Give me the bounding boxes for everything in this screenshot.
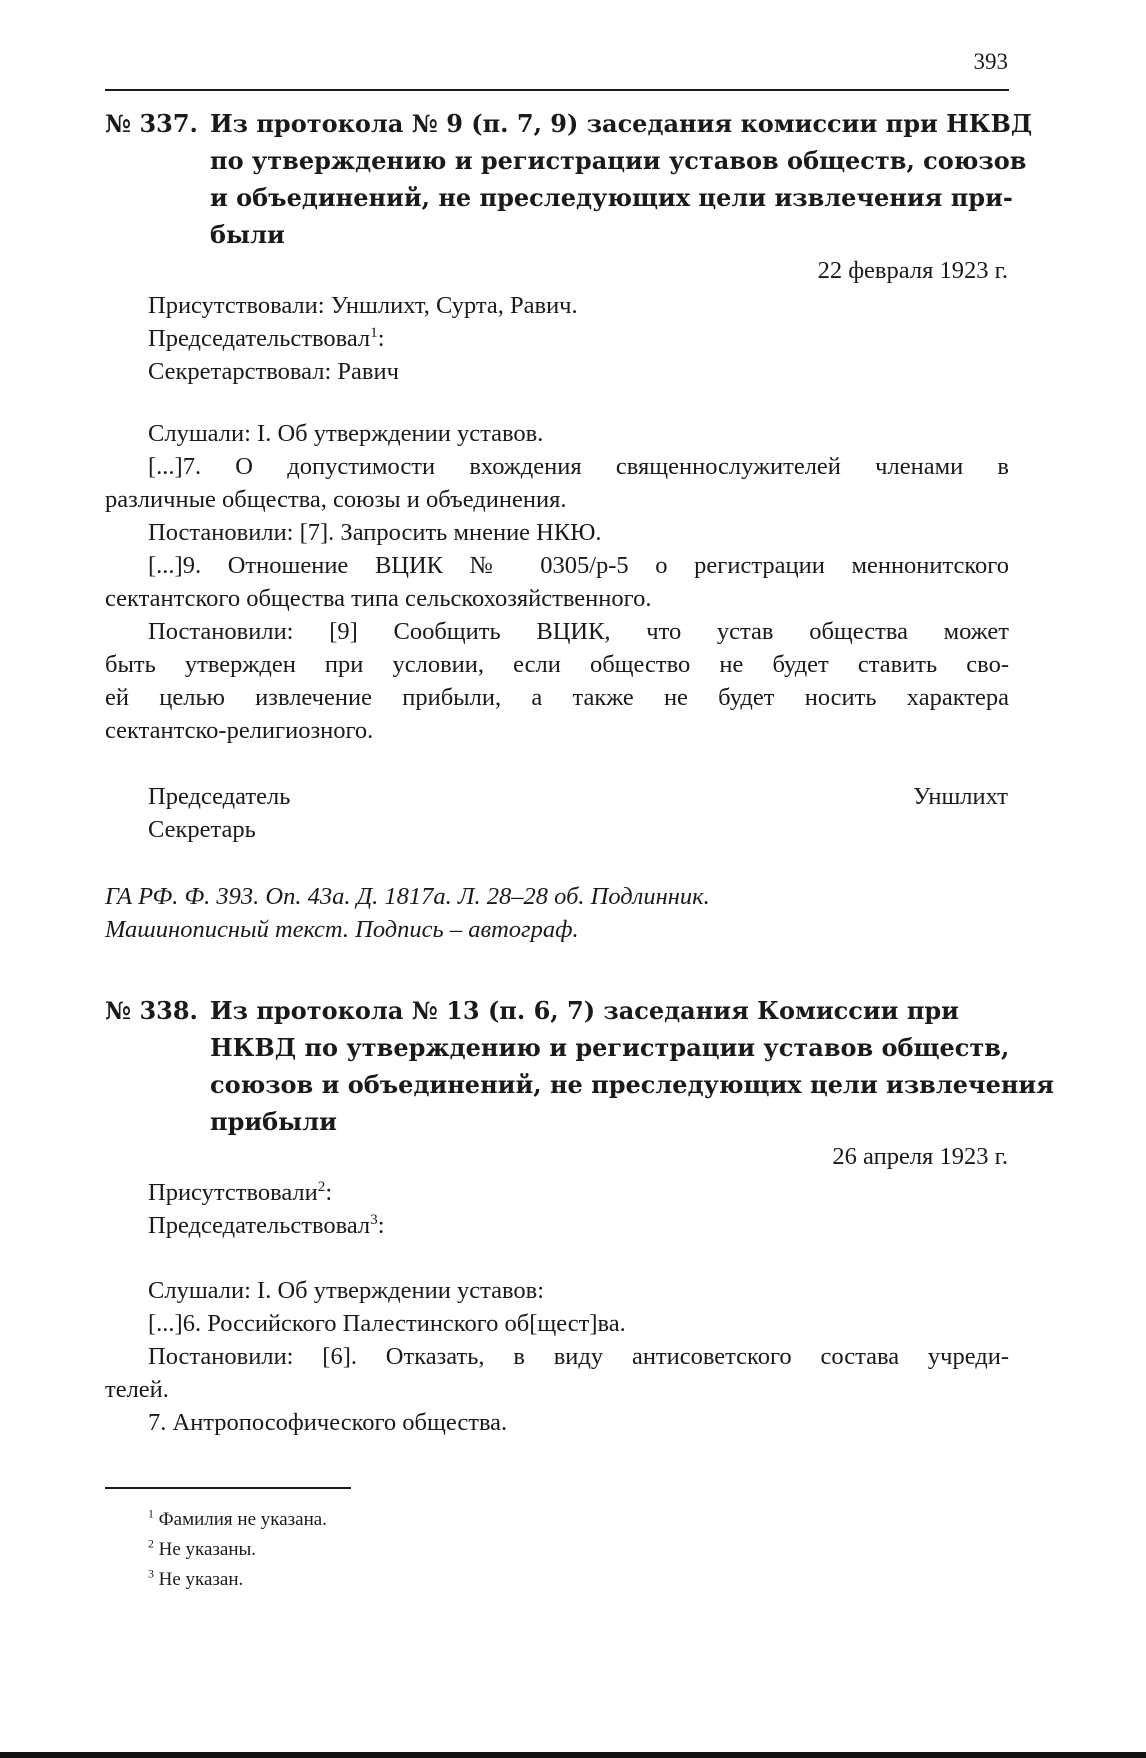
doc337-sign-chair-name: Уншлихт <box>913 783 1008 810</box>
doc337-body-line-7: Постановили: [9] Сообщить ВЦИК, что устав общества может <box>148 618 1009 645</box>
doc338-number: № 338. <box>105 996 198 1025</box>
doc338-body-line-5: 7. Антропософического общества. <box>148 1409 508 1436</box>
footnote-ref-2: 2 <box>317 1177 326 1195</box>
doc337-title-line-3: и объединений, не преследующих цели извлечения при- <box>210 183 1013 212</box>
footnote-rule <box>105 1487 351 1489</box>
doc337-body-line-2: [...]7. О допустимости вхождения священнослужителей членами в <box>148 453 1009 480</box>
doc338-title-line-1: Из протокола № 13 (п. 6, 7) заседания Комиссии при <box>210 996 959 1025</box>
page-number: 393 <box>973 49 1008 74</box>
doc337-body-line-10: сектантско-религиозного. <box>105 717 374 744</box>
doc338-present: Присутствовали$^2$: <box>148 1177 333 1206</box>
doc337-sign-chair: Председатель <box>148 783 291 810</box>
doc337-present: Присутствовали: Уншлихт, Сурта, Равич. <box>148 292 578 319</box>
doc337-title-line-1: Из протокола № 9 (п. 7, 9) заседания комиссии при НКВД <box>210 109 1033 138</box>
doc338-body-line-2: [...]6. Российского Палестинского об[щест]ва. <box>148 1310 626 1337</box>
doc337-body-line-9: ей целью извлечение прибыли, а также не будет носить характера <box>105 684 1009 711</box>
doc337-body-line-4: Постановили: [7]. Запросить мнение НКЮ. <box>148 519 602 546</box>
doc337-title-line-2: по утверждению и регистрации уставов обществ, союзов <box>210 146 1027 175</box>
doc338-date: 26 апреля 1923 г. <box>832 1143 1008 1170</box>
doc338-chaired: Председательствовал$^3$: <box>148 1210 385 1239</box>
doc338-title-line-3: союзов и объединений, не преследующих цели извлечения <box>210 1070 1054 1099</box>
doc337-title-line-4: были <box>210 220 285 249</box>
doc338-body-line-1: Слушали: I. Об утверждении уставов: <box>148 1277 544 1304</box>
doc338-title-line-4: прибыли <box>210 1107 337 1136</box>
scan-edge <box>0 1752 1146 1758</box>
doc337-body-line-6: сектантского общества типа сельскохозяйственного. <box>105 585 652 612</box>
footnote-ref-3: 3 <box>370 1210 378 1228</box>
doc337-number: № 337. <box>105 109 198 138</box>
doc338-body-line-4: телей. <box>105 1376 169 1403</box>
doc337-secretary: Секретарствовал: Равич <box>148 358 399 385</box>
doc337-body-line-3: различные общества, союзы и объединения. <box>105 486 567 513</box>
doc338-title-line-2: НКВД по утверждению и регистрации уставов обществ, <box>210 1033 1010 1062</box>
doc337-date: 22 февраля 1923 г. <box>817 257 1008 284</box>
footnote-2: $^2$ Не указаны. <box>148 1537 257 1560</box>
footnote-1: $^1$ Фамилия не указана. <box>148 1507 327 1530</box>
footnote-ref-1: 1 <box>370 323 378 341</box>
doc337-source-line-2: Машинописный текст. Подпись – автограф. <box>105 916 579 943</box>
doc337-sign-secretary: Секретарь <box>148 816 256 843</box>
doc337-body-line-1: Слушали: I. Об утверждении уставов. <box>148 420 544 447</box>
doc338-body-line-3: Постановили: [6]. Отказать, в виду антисоветского состава учреди- <box>148 1343 1009 1370</box>
doc337-source-line-1: ГА РФ. Ф. 393. Оп. 43а. Д. 1817а. Л. 28–28 об. Подлинник. <box>105 883 710 910</box>
header-rule <box>105 89 1009 91</box>
footnote-3: $^3$ Не указан. <box>148 1567 244 1590</box>
doc337-chaired: Председательствовал$^1$: <box>148 323 385 352</box>
doc337-body-line-8: быть утвержден при условии, если общество не будет ставить сво- <box>105 651 1009 678</box>
doc337-body-line-5: [...]9. Отношение ВЦИК № 0305/р-5 о регистрации меннонитского <box>148 552 1009 579</box>
